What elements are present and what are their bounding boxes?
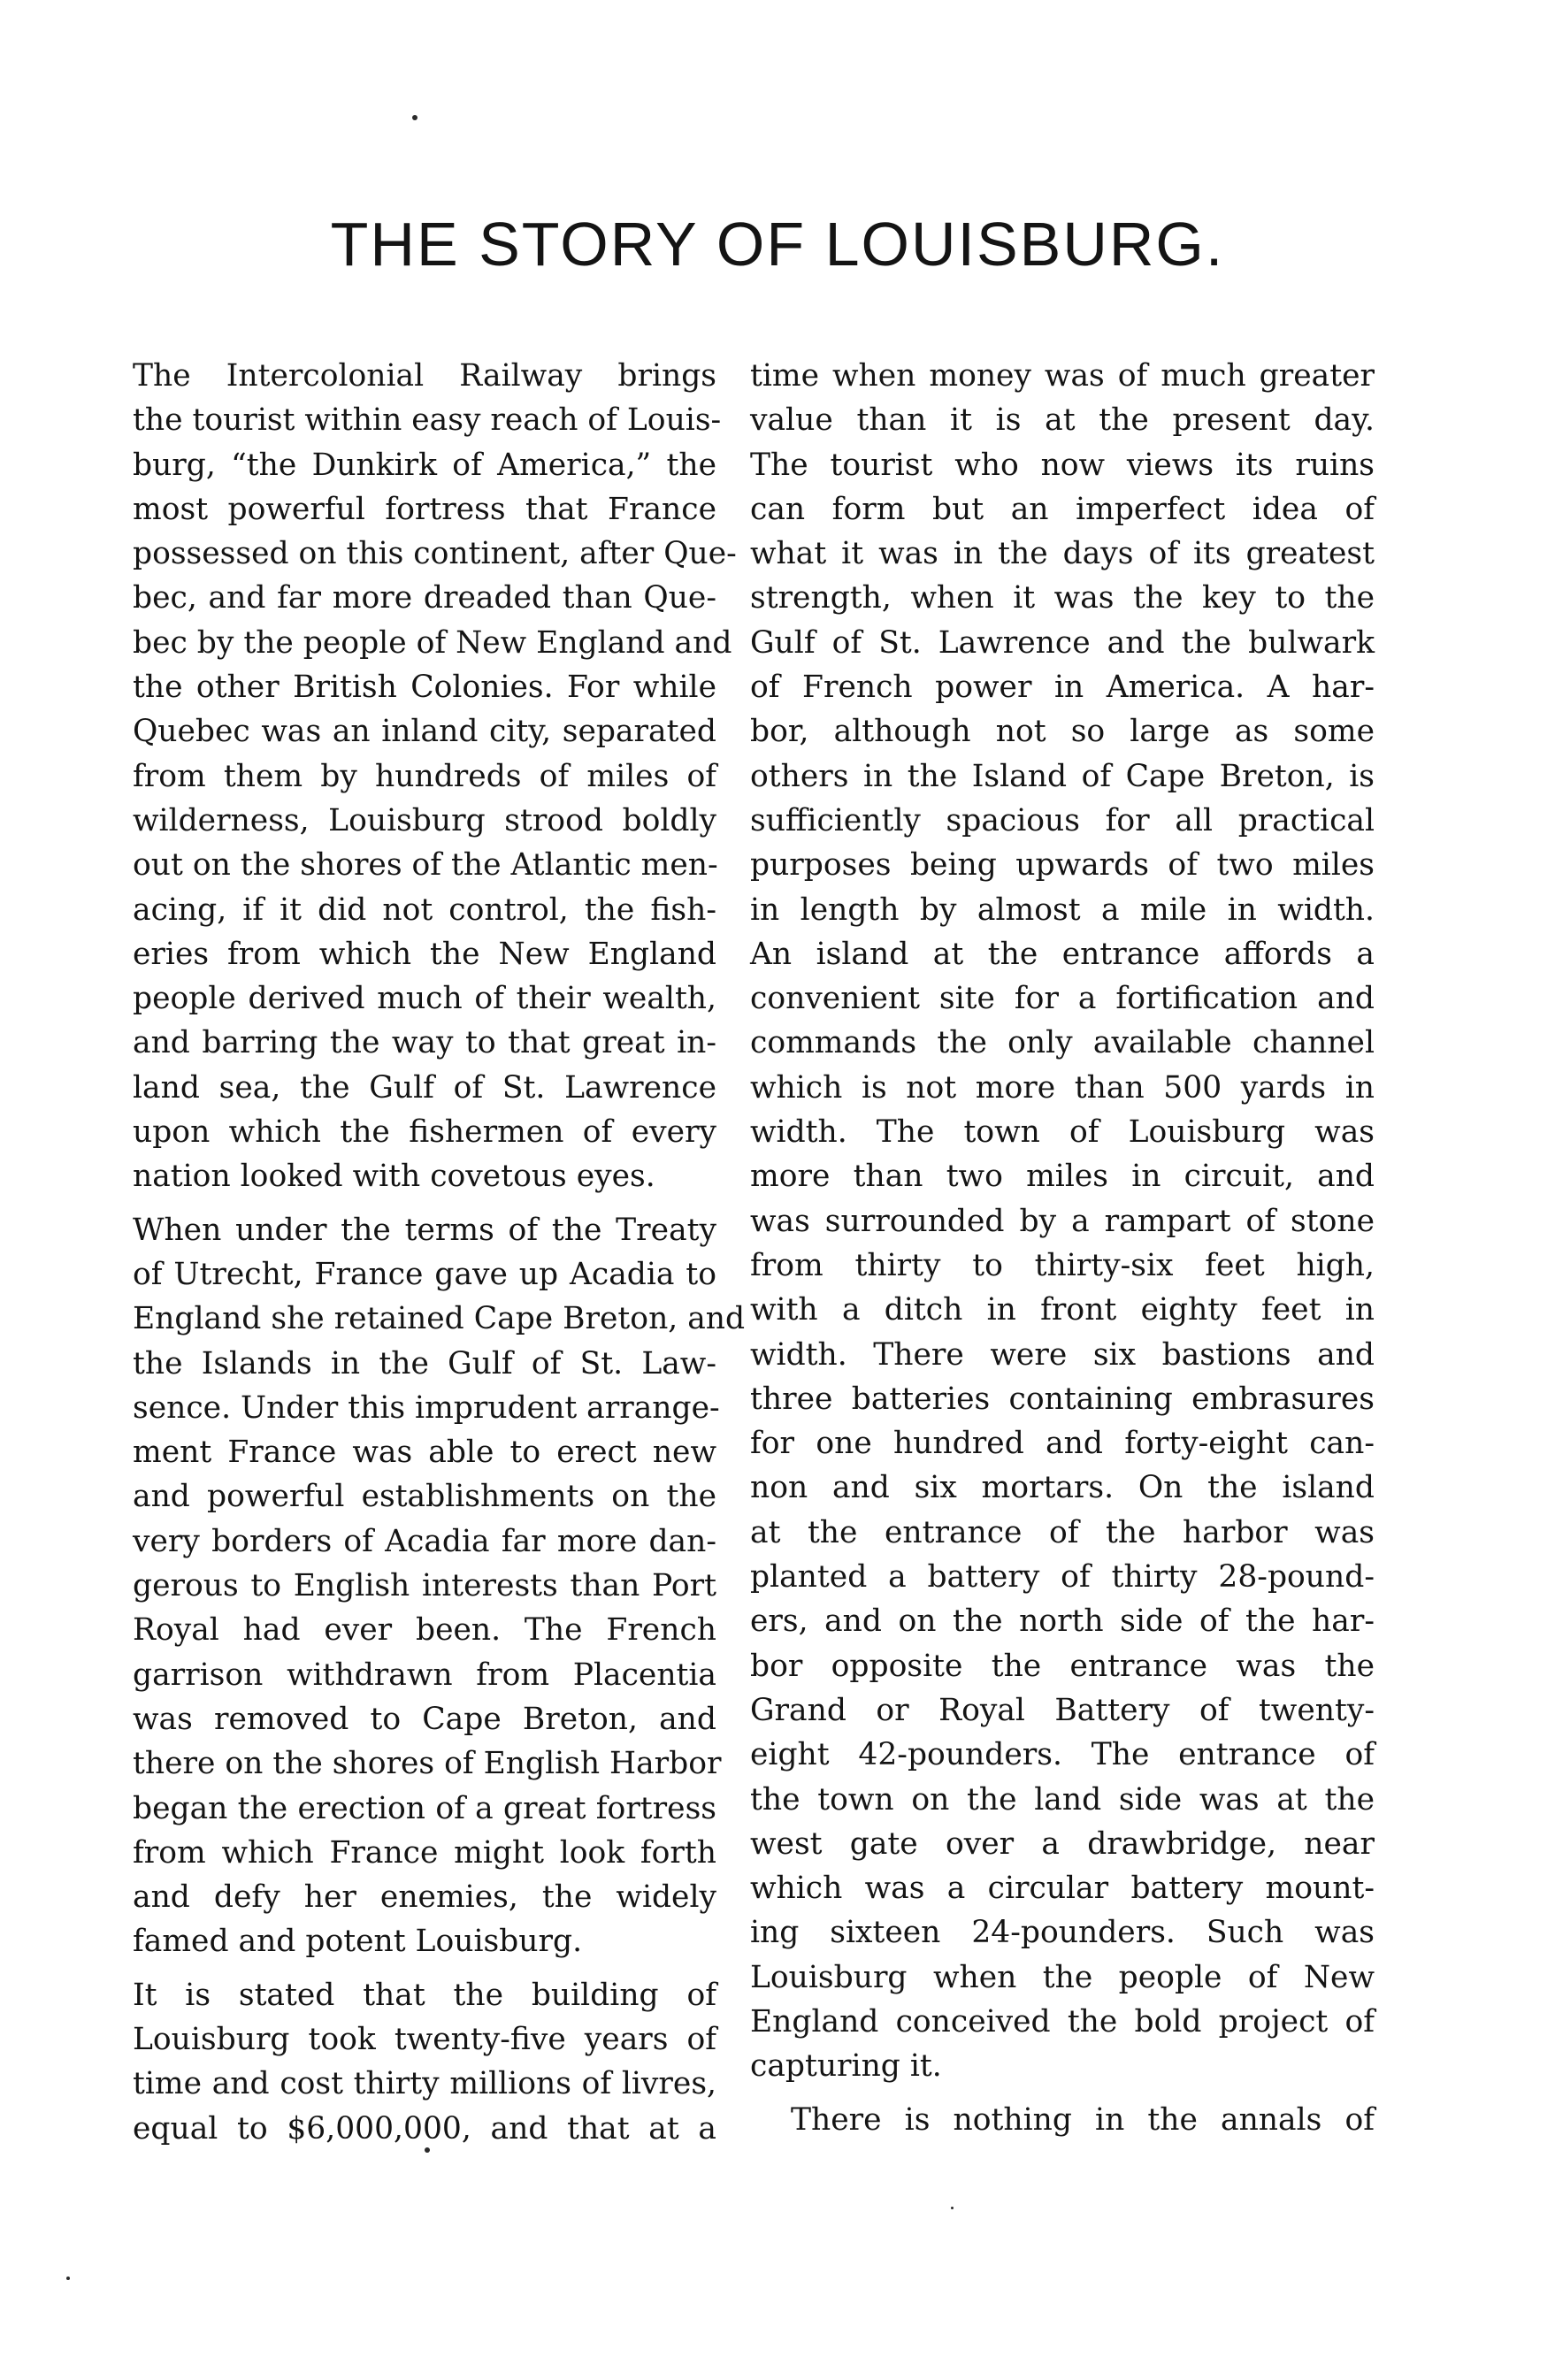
text-line: from them by hundreds of miles of bbox=[133, 758, 716, 794]
paragraph bbox=[92, 1973, 716, 2151]
text-line: was surrounded by a rampart of stone bbox=[750, 1203, 1375, 1239]
text-line: gerous to English interests than Port bbox=[133, 1568, 716, 1604]
print-speck bbox=[412, 115, 417, 120]
text-line: and defy her enemies, the widely bbox=[133, 1879, 716, 1916]
text-line: Quebec was an inland city, separated bbox=[133, 714, 716, 750]
text-line: bor opposite the entrance was the bbox=[750, 1648, 1375, 1684]
text-line: land sea, the Gulf of St. Lawrence bbox=[133, 1069, 716, 1106]
right-column bbox=[750, 354, 1375, 2151]
left-column bbox=[92, 354, 746, 2160]
text-line: non and six mortars. On the island bbox=[750, 1470, 1375, 1506]
text-line: The Intercolonial Railway brings bbox=[133, 358, 716, 394]
text-line: more than two miles in circuit, and bbox=[750, 1159, 1375, 1195]
text-line: which was a circular battery mount- bbox=[750, 1871, 1375, 1907]
print-speck bbox=[951, 2207, 954, 2209]
text-line: wilderness, Louisburg strood boldly bbox=[133, 802, 716, 838]
text-line: nation looked with covetous eyes. bbox=[133, 1159, 655, 1195]
text-line: from which France might look forth bbox=[133, 1834, 716, 1871]
text-line: possessed on this continent, after Que- bbox=[133, 536, 737, 572]
text-line: and barring the way to that great in- bbox=[133, 1025, 716, 1061]
text-line: out on the shores of the Atlantic men- bbox=[133, 847, 718, 884]
text-line: Louisburg took twenty-five years of bbox=[133, 2021, 716, 2057]
text-line: strength, when it was the key to the bbox=[750, 580, 1375, 616]
text-line: There is nothing in the annals of bbox=[791, 2101, 1375, 2138]
text-line: Louisburg when the people of New bbox=[750, 1959, 1375, 1995]
text-line: famed and potent Louisburg. bbox=[133, 1924, 583, 1960]
text-line: with a ditch in front eighty feet in bbox=[750, 1292, 1375, 1328]
text-line: there on the shores of English Harbor bbox=[133, 1746, 722, 1782]
text-line: from thirty to thirty-six feet high, bbox=[750, 1247, 1375, 1283]
text-line: England conceived the bold project of bbox=[750, 2003, 1375, 2039]
text-line: width. There were six bastions and bbox=[750, 1336, 1375, 1373]
text-line: The tourist who now views its ruins bbox=[750, 447, 1375, 483]
text-line: value than it is at the present day. bbox=[750, 402, 1375, 439]
text-line: When under the terms of the Treaty bbox=[133, 1212, 716, 1248]
text-line: England she retained Cape Breton, and bbox=[133, 1301, 746, 1337]
paragraph bbox=[92, 1208, 746, 1964]
text-line: the Islands in the Gulf of St. Law- bbox=[133, 1345, 716, 1381]
text-line: which is not more than 500 yards in bbox=[750, 1069, 1375, 1106]
text-line: people derived much of their wealth, bbox=[133, 981, 716, 1017]
text-line: An island at the entrance affords a bbox=[750, 936, 1375, 972]
text-line: three batteries containing embrasures bbox=[750, 1381, 1375, 1417]
text-line: equal to $6,000,000, and that at a bbox=[133, 2110, 716, 2147]
text-line: acing, if it did not control, the fish- bbox=[133, 892, 716, 928]
text-line: of French power in America. A har- bbox=[750, 670, 1375, 706]
text-line: bor, although not so large as some bbox=[750, 714, 1375, 750]
text-line: was removed to Cape Breton, and bbox=[133, 1701, 716, 1737]
text-line: bec, and far more dreaded than Que- bbox=[133, 580, 716, 616]
text-line: planted a battery of thirty 28-pound- bbox=[750, 1559, 1375, 1596]
paragraph bbox=[750, 354, 1375, 2089]
text-line: It is stated that the building of bbox=[133, 1977, 716, 2013]
text-line: eight 42-pounders. The entrance of bbox=[750, 1737, 1375, 1773]
text-line: Grand or Royal Battery of twenty- bbox=[750, 1692, 1375, 1728]
paragraph bbox=[92, 354, 737, 1199]
text-line: time and cost thirty millions of livres, bbox=[133, 2066, 716, 2102]
text-line: others in the Island of Cape Breton, is bbox=[750, 758, 1375, 794]
text-line: purposes being upwards of two miles bbox=[750, 847, 1375, 884]
text-line: and powerful establishments on the bbox=[133, 1479, 716, 1515]
text-line: burg, “the Dunkirk of America,” the bbox=[133, 447, 716, 483]
text-line: most powerful fortress that France bbox=[133, 491, 716, 527]
text-line: what it was in the days of its greatest bbox=[750, 536, 1375, 572]
text-line: time when money was of much greater bbox=[750, 358, 1375, 394]
text-line: west gate over a drawbridge, near bbox=[750, 1825, 1375, 1862]
text-line: the tourist within easy reach of Louis- bbox=[133, 402, 722, 439]
text-line: began the erection of a great fortress bbox=[133, 1790, 716, 1826]
text-line: Gulf of St. Lawrence and the bulwark bbox=[750, 624, 1375, 661]
text-line: Royal had ever been. The French bbox=[133, 1612, 716, 1649]
text-line: of Utrecht, France gave up Acadia to bbox=[133, 1256, 716, 1292]
text-line: commands the only available channel bbox=[750, 1025, 1375, 1061]
text-line: garrison withdrawn from Placentia bbox=[133, 1657, 716, 1693]
text-line: eries from which the New England bbox=[133, 936, 716, 972]
print-speck bbox=[66, 2277, 70, 2280]
paragraph bbox=[750, 2098, 1375, 2142]
text-line: sence. Under this imprudent arrange- bbox=[133, 1389, 720, 1426]
text-line: the other British Colonies. For while bbox=[133, 670, 716, 706]
text-line: capturing it. bbox=[750, 2048, 942, 2085]
text-line: can form but an imperfect idea of bbox=[750, 491, 1375, 527]
text-line: sufficiently spacious for all practical bbox=[750, 802, 1375, 838]
text-line: ing sixteen 24-pounders. Such was bbox=[750, 1915, 1375, 1951]
text-line: the town on the land side was at the bbox=[750, 1781, 1375, 1818]
page-title: THE STORY OF LOUISBURG. bbox=[330, 210, 1225, 279]
text-line: ers, and on the north side of the har- bbox=[750, 1603, 1375, 1640]
text-line: ment France was able to erect new bbox=[133, 1435, 716, 1471]
text-line: width. The town of Louisburg was bbox=[750, 1114, 1375, 1151]
text-line: convenient site for a fortification and bbox=[750, 981, 1375, 1017]
print-speck bbox=[425, 2147, 430, 2153]
text-line: upon which the fishermen of every bbox=[133, 1114, 716, 1151]
text-line: bec by the people of New England and bbox=[133, 624, 732, 661]
text-line: in length by almost a mile in width. bbox=[750, 892, 1375, 928]
text-line: at the entrance of the harbor was bbox=[750, 1514, 1375, 1550]
text-line: very borders of Acadia far more dan- bbox=[133, 1523, 716, 1559]
text-line: for one hundred and forty-eight can- bbox=[750, 1426, 1375, 1462]
